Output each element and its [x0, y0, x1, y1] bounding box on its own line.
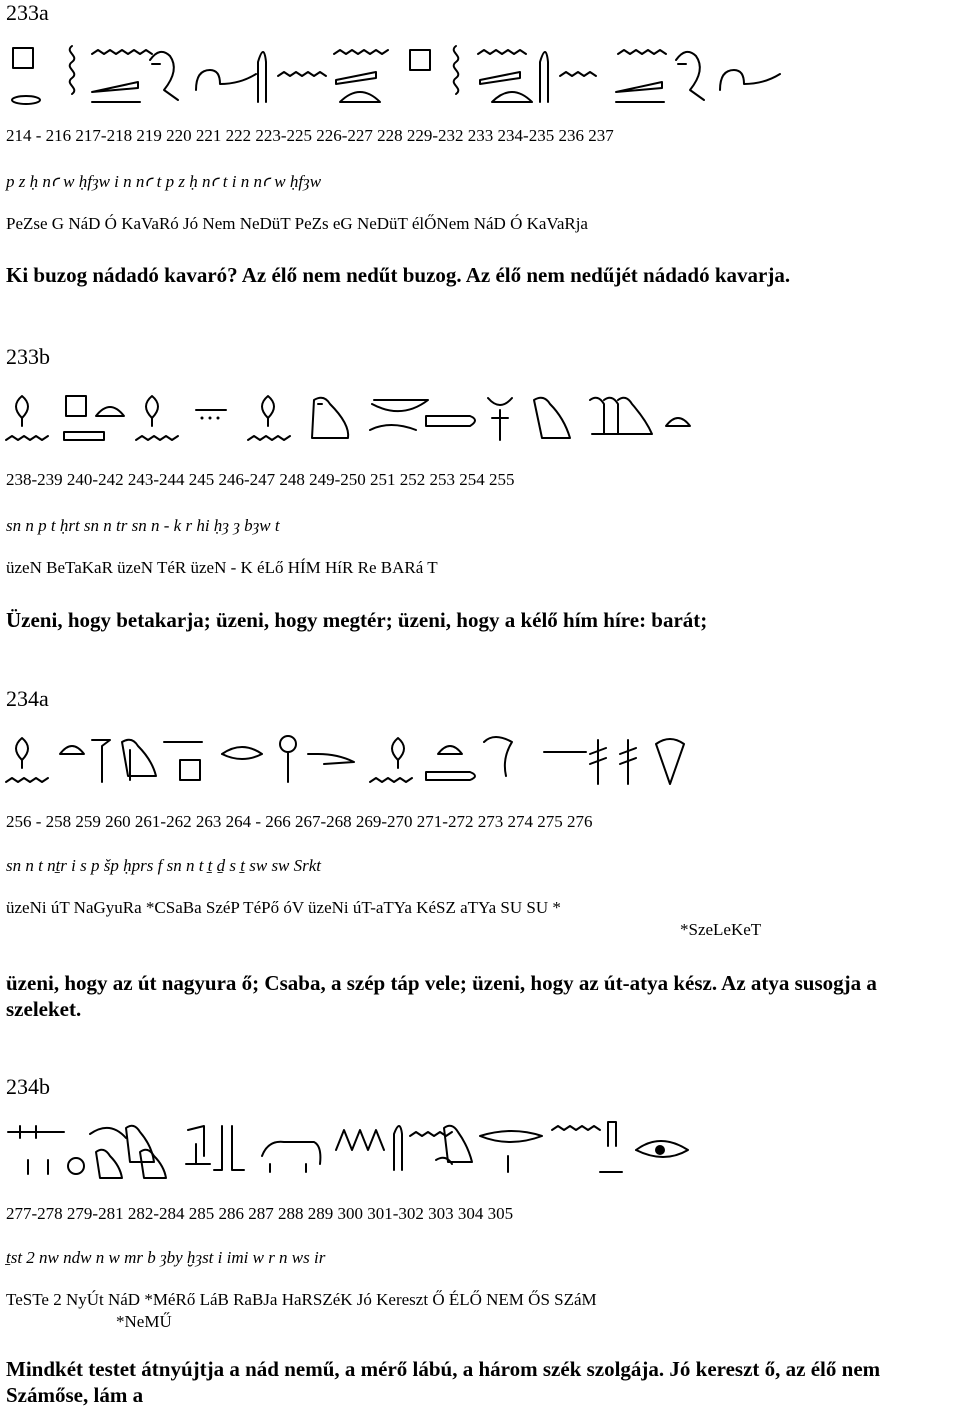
water-glyph: [278, 72, 326, 76]
bread-glyph: [340, 92, 380, 102]
water-glyph: [618, 50, 666, 54]
translation-233b: Üzeni, hogy betakarja; üzeni, hogy megtér; üzeni, hogy a kélő hím híre: barát;: [6, 608, 708, 632]
glyph-numbers-234b: 277-278 279-281 282-284 285 286 287 288 289 300 301-302 303 304 305: [6, 1204, 514, 1223]
reading-233a: PeZse G NáD Ó KaVaRó Jó Nem NeDüT PeZs eG NeDüT élŐNem NáD Ó KaVaRja: [6, 214, 588, 233]
water-glyph: [92, 50, 152, 54]
plant-glyph: [590, 740, 606, 784]
glyph-numbers-233b: 238-239 240-242 243-244 245 246-247 248 249-250 251 252 253 254 255: [6, 470, 515, 489]
hieroglyph-line-234b: [0, 1116, 960, 1182]
hieroglyph-line-234a: [0, 730, 960, 792]
leg-glyph: [214, 1126, 244, 1170]
water-glyph: [560, 72, 596, 76]
reading-233b: üzeN BeTaKaR üzeN TéR üzeN - K éLő HÍM HíR Re BARá T: [6, 558, 438, 577]
bird-glyph: [122, 740, 156, 780]
square-glyph: [66, 396, 86, 416]
section-label-233a: 233a: [6, 0, 49, 25]
bird-glyph: [534, 398, 570, 438]
section-label-234b: 234b: [6, 1074, 50, 1099]
scorpion-glyph: [656, 739, 684, 784]
lily-glyph: [488, 398, 512, 440]
twist-glyph: [454, 46, 459, 94]
reading-234b: TeSTe 2 NyÚt NáD *MéRő LáB RaBJa HaRSZéK Jó Kereszt Ő ÉLŐ NEM ŐS SZáM: [6, 1290, 597, 1309]
owl-glyph: [312, 398, 348, 438]
eye-glyph: [222, 747, 262, 759]
transliteration-233a: p z ḥ nꜥ w ḥfȝw i n nꜥ t p z ḥ nꜥ t i n nꜥ w ḥfȝw: [6, 172, 322, 191]
translation-233a: Ki buzog nádadó kavaró? Az élő nem nedűt buzog. Az élő nem nedűjét nádadó kavarja.: [6, 263, 791, 287]
plant-glyph: [620, 740, 636, 784]
transliteration-234a: sn n t nṯr i s p šp ḥprs f sn n t ṯ ḏ s ṯ sw sw Srkt: [6, 856, 322, 875]
hieroglyph-line-233a: [0, 40, 960, 110]
glyph-numbers-233a: 214 - 216 217-218 219 220 221 222 223-225 226-227 228 229-232 233 234-235 236 237: [6, 126, 614, 145]
mouth-glyph: [480, 1131, 542, 1142]
reed-glyph: [540, 52, 548, 102]
bread-glyph: [492, 92, 532, 102]
water-glyph: [6, 436, 48, 440]
water-glyph: [334, 50, 388, 54]
section-label-234a: 234a: [6, 686, 49, 711]
viper-glyph: [308, 754, 354, 764]
cobra-glyph: [484, 737, 512, 776]
transliteration-234b: ṯst 2 nw ndw n w mr b ȝby ḫȝst i imi w r n ws ir: [6, 1248, 326, 1267]
hieroglyph-line-233b: [0, 388, 960, 450]
seat-glyph: [600, 1122, 622, 1172]
bird-glyph: [150, 52, 178, 100]
transliteration-233b: sn n p t ḥrt sn n tr sn n - k r hi ḥȝ ȝ bȝw t: [6, 516, 280, 535]
bird-glyph: [96, 1150, 122, 1178]
water-glyph: [478, 50, 526, 54]
reading-note-234b: *NeMŰ: [116, 1312, 172, 1331]
basket-glyph: [372, 400, 428, 411]
reed-glyph: [394, 1126, 402, 1170]
hill-glyph: [336, 1130, 384, 1150]
section-label-233b: 233b: [6, 344, 50, 369]
lion-glyph: [262, 1142, 320, 1172]
flag-glyph: [92, 740, 110, 782]
arm-glyph: [426, 772, 475, 780]
bird-glyph: [676, 52, 704, 100]
chisel-glyph: [186, 1126, 210, 1164]
arm-glyph: [426, 416, 475, 426]
viper-glyph: [720, 70, 780, 90]
arc-glyph: [90, 1128, 126, 1138]
reading-note-234a: *SzeLeKeT: [680, 920, 762, 939]
square-glyph: [410, 50, 430, 70]
tool-glyph: [8, 1126, 64, 1138]
twist-glyph: [70, 46, 75, 94]
reed-glyph: [258, 52, 266, 102]
square-glyph: [13, 48, 33, 68]
translation-234a: üzeni, hogy az út nagyura ő; Csaba, a szép táp vele; üzeni, hogy az út-atya kész. Az atya susogja a szeleket.: [6, 971, 877, 1021]
square-glyph: [180, 760, 200, 780]
translation-234b: Mindkét testet átnyújtja a nád nemű, a mérő lábú, a három szék szolgája. Jó kereszt ő, az élő nem Számőse, lám a: [6, 1357, 881, 1407]
birds-glyph: [590, 398, 652, 434]
bread-glyph: [96, 407, 124, 416]
viper-glyph: [196, 70, 256, 90]
glyph-numbers-234a: 256 - 258 259 260 261-262 263 264 - 266 267-268 269-270 271-272 273 274 275 276: [6, 812, 593, 831]
bread-glyph: [60, 746, 84, 754]
bread-glyph: [666, 418, 690, 426]
reading-234a: üzeNi úT NaGyuRa *CSaBa SzéP TéPő óV üzeNi úT-aTYa KéSZ aTYa SU SU *: [6, 898, 561, 917]
pot-glyph: [68, 1158, 84, 1174]
head-glyph: [280, 736, 296, 752]
loop-glyph: [16, 396, 28, 426]
